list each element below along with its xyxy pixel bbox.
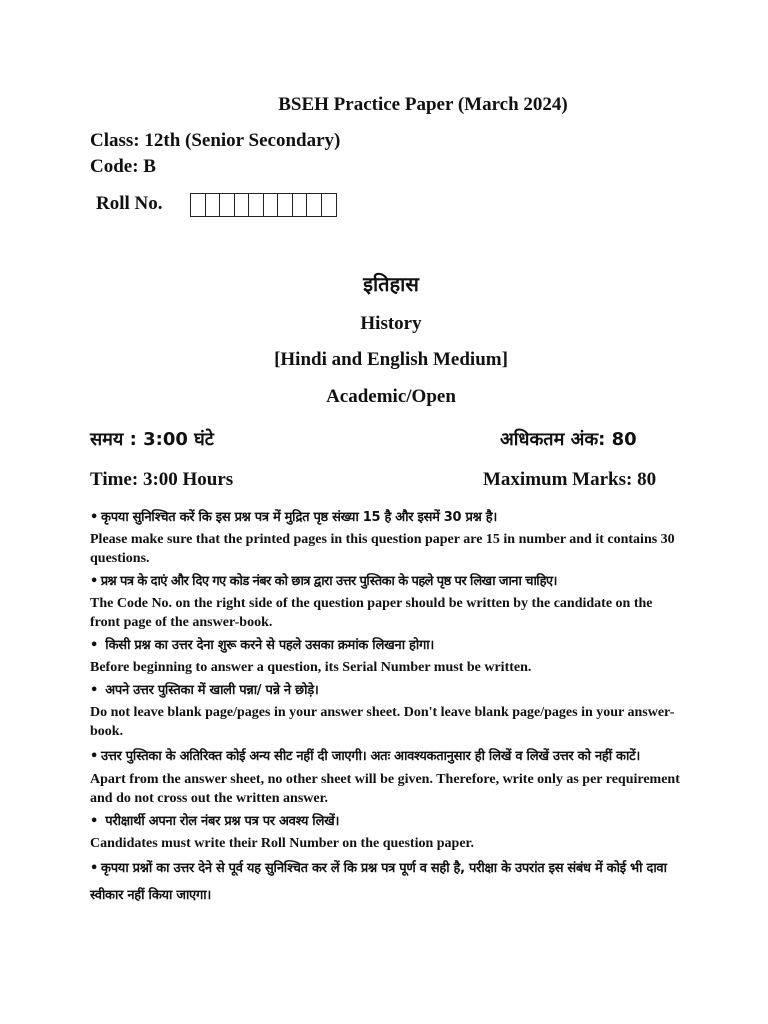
bullet-icon: • (90, 861, 99, 876)
bullet-icon: • (90, 749, 99, 764)
roll-number-box[interactable] (249, 194, 264, 216)
roll-number-box[interactable] (264, 194, 279, 216)
instruction-item (90, 506, 680, 568)
instruction-english: Before beginning to answer a question, its Serial Number must be written. (90, 660, 532, 675)
roll-number-box[interactable] (293, 194, 308, 216)
instruction-english: Candidates must write their Roll Number on the question paper. (90, 836, 474, 851)
subject-title-english: History (360, 313, 422, 334)
instruction-hindi (90, 634, 680, 658)
bullet-icon: • (90, 574, 98, 589)
bullet-icon: • (90, 683, 99, 698)
roll-number-box[interactable] (206, 194, 221, 216)
instruction-item (90, 570, 680, 632)
max-marks-english: Maximum Marks: 80 (483, 469, 657, 490)
roll-number-box[interactable] (191, 194, 206, 216)
instruction-hindi (90, 506, 680, 530)
instruction-hindi-text: कृपया प्रश्नों का उत्तर देने से पूर्व यह सुनिश्चित कर लें कि प्रश्न पत्र पूर्ण व सही है, परीक्षा के उपरांत इस संबंध में कोई भी दावा स्वीकार नहीं किया जाएगा। (90, 861, 667, 903)
roll-number-box[interactable] (307, 194, 322, 216)
time-english: Time: 3:00 Hours (90, 469, 234, 490)
time-hindi: समय : 3:00 घंटे (90, 429, 214, 450)
roll-number-box[interactable] (322, 194, 337, 216)
instruction-hindi (90, 810, 680, 834)
instruction-item (90, 634, 680, 677)
instruction-hindi-text: किसी प्रश्न का उत्तर देना शुरू करने से पहले उसका क्रमांक लिखना होगा। (101, 638, 435, 653)
instruction-hindi-text: परीक्षार्थी अपना रोल नंबर प्रश्न पत्र पर अवश्य लिखें। (101, 814, 340, 829)
bullet-icon: • (90, 814, 99, 829)
roll-number-boxes (190, 193, 337, 217)
medium-line: [Hindi and English Medium] (274, 349, 508, 370)
roll-number-box[interactable] (235, 194, 250, 216)
instruction-english: Do not leave blank page/pages in your answer sheet. Don't leave blank page/pages in your answer-book. (90, 705, 675, 739)
stream-line: Academic/Open (326, 386, 456, 407)
roll-number-box[interactable] (278, 194, 293, 216)
instruction-hindi (90, 743, 680, 770)
instruction-english: The Code No. on the right side of the question paper should be written by the candidate on the front page of the answer-book. (90, 596, 653, 630)
code-line: Code: B (90, 156, 156, 177)
instruction-hindi-text: प्रश्न पत्र के दाएं और दिए गए कोड नंबर को छात्र द्वारा उत्तर पुस्तिका के पहले पृष्ठ पर लिखा जाना चाहिए। (100, 574, 557, 589)
instructions-list (90, 506, 680, 909)
instruction-item (90, 679, 680, 741)
instruction-item (90, 810, 680, 853)
paper-title: BSEH Practice Paper (March 2024) (278, 94, 568, 115)
bullet-icon: • (90, 510, 99, 525)
roll-number-box[interactable] (220, 194, 235, 216)
instruction-item (90, 743, 680, 808)
subject-title-hindi: इतिहास (363, 272, 419, 296)
class-line: Class: 12th (Senior Secondary) (90, 130, 341, 151)
bullet-icon: • (90, 638, 99, 653)
instruction-english: Please make sure that the printed pages in this question paper are 15 in number and it contains 30 questions. (90, 532, 675, 566)
instruction-hindi (90, 855, 680, 909)
instruction-english: Apart from the answer sheet, no other sheet will be given. Therefore, write only as per requirement and do not cross out the written answer. (90, 772, 680, 806)
roll-number-label: Roll No. (96, 193, 163, 214)
instruction-hindi (90, 679, 680, 703)
instruction-hindi-text: उत्तर पुस्तिका के अतिरिक्त कोई अन्य सीट नहीं दी जाएगी। अतः आवश्यकतानुसार ही लिखें व लिखें उत्तर को नहीं काटें। (101, 749, 640, 764)
max-marks-hindi: अधिकतम अंक: 80 (500, 429, 637, 450)
instruction-hindi-text: कृपया सुनिश्चित करें कि इस प्रश्न पत्र में मुद्रित पृष्ठ संख्या 15 है और इसमें 30 प्रश्न है। (101, 510, 497, 525)
instruction-hindi (90, 570, 680, 594)
instruction-hindi-text: अपने उत्तर पुस्तिका में खाली पन्ना/ पन्ने ने छोड़े। (101, 683, 319, 698)
instruction-item (90, 855, 680, 909)
